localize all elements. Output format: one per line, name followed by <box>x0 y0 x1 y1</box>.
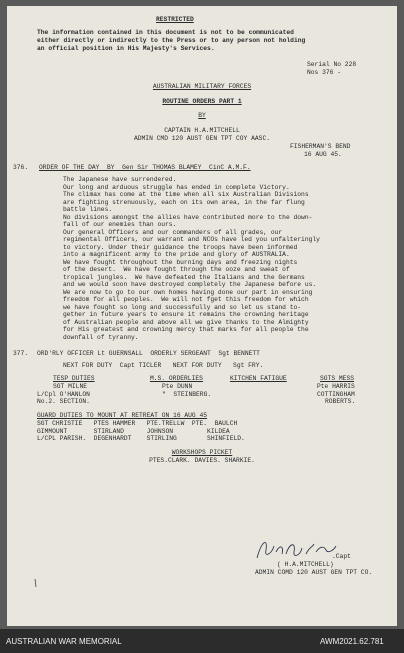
order-of-the-day-title: ORDER OF THE DAY BY Gen Sir THOMAS BLAMEY CinC A.M.F. <box>39 164 251 171</box>
orders-heading: ROUTINE ORDERS PART 1 <box>162 98 242 105</box>
archive-item-id: AWM2021.62.781 <box>320 637 384 646</box>
nos-number: Nos 376 - <box>307 69 342 76</box>
order-line: are fighting strenuously, each on its own area, in the far flung <box>63 198 305 206</box>
captain-name: CAPTAIN H.A.MITCHELL <box>164 127 240 134</box>
serial-number: Serial No 228 <box>307 61 357 68</box>
item-number-376: 376. <box>13 164 29 171</box>
guard-duties-row: L/CPL PARISH. DEGENHARDT STIRLING SHINFIELD. <box>37 435 245 442</box>
order-line: and we would soon have destroyed completely the Japanese before us. <box>63 281 317 288</box>
tesp-duty-name: SGT MILNE <box>53 383 88 390</box>
order-line: fall of our enemies than ours. <box>63 221 177 228</box>
workshops-picket-heading: WORKSHOPS PICKET <box>171 449 233 456</box>
archive-name: AUSTRALIAN WAR MEMORIAL <box>6 637 122 646</box>
guard-duties-row: GIMMOUNT STIRLAND JOHNSON KILDEA <box>37 427 230 435</box>
order-line: of the desert. We have fought through the ooze and sweat of <box>63 266 290 273</box>
order-line: downfall of tyranny. <box>63 333 139 341</box>
kitchen-fatigue-heading: KITCHEN FATIGUE <box>230 375 287 382</box>
tesp-duty-name: L/Cpl O'HANLON <box>37 390 90 398</box>
item-number-377: 377. <box>13 350 29 357</box>
ms-orderly-name: Pte DUNN <box>162 383 193 390</box>
order-line: to victory. Under their guidance the troops have been informed <box>63 243 298 251</box>
order-line: tropical jungles. We have defeated the Italians and the Germans <box>63 273 305 281</box>
order-line: Our long and arduous struggle has ended in complete Victory. <box>63 183 290 191</box>
signature-unit: ADMIN COMD 120 AUST GEN TPT CO. <box>255 569 373 576</box>
date: 16 AUG 45. <box>304 151 342 158</box>
force-heading: AUSTRALIAN MILITARY FORCES <box>152 83 252 90</box>
notice-line-2: either directly or indirectly to the Press or to any person not holding <box>37 37 306 44</box>
order-line: of Australian people and above all we give thanks to the Almighty <box>63 318 309 326</box>
sgts-mess-name: ROBERTS. <box>325 398 356 405</box>
ms-orderly-name: " STEINBERG. <box>162 390 212 398</box>
workshops-picket-names: PTES.CLARK. DAVIES. SHARKIE. <box>149 457 255 464</box>
sgts-mess-name: Pte HARRIS <box>317 383 355 390</box>
signature-rank: .Capt <box>332 553 351 560</box>
ms-orderlies-heading: M.S. ORDERLIES <box>150 375 203 382</box>
order-line: No divisions amongst the allies have contributed more to the down- <box>63 213 313 221</box>
tesp-duty-name: No.2. SECTION. <box>37 398 90 405</box>
tesp-duties-heading: TESP DUTIES <box>53 375 95 382</box>
notice-line-3: an official position in His Majesty's Services. <box>37 45 215 52</box>
next-for-duty-line: NEXT FOR DUTY Capt TICLER NEXT FOR DUTY Sgt FRY. <box>63 362 264 369</box>
order-line: gether in future years to ensure it remains the crowning heritage <box>63 311 309 318</box>
order-line: freedom for all peoples. We will not fget this freedom for which <box>63 296 309 303</box>
guard-duties-heading: GUARD DUTIES TO MOUNT AT RETREAT ON 16 AUG 45 <box>37 412 208 419</box>
sgts-mess-heading: SGTS MESS <box>320 375 355 382</box>
unit-name: ADMIN CMD 120 AUST GEN TPT COY AASC. <box>133 135 271 142</box>
order-line: Our general Officers and our commanders of all grades, our <box>63 228 283 236</box>
order-line: The Japanese have surrendered. <box>63 176 177 183</box>
order-line: regimental Officers, our warrant and NCOs have led you unfalteringly <box>63 236 320 243</box>
order-line: into a magnificent army to the pride and glory of AUSTRALIA. <box>63 251 290 258</box>
guard-duties-row: SGT CHRISTIE PTES HAMMER PTE.TRELLW PTE. BAULCH <box>37 420 238 427</box>
notice-line-1: The information contained in this document is not to be communicated <box>37 29 294 36</box>
by-heading: BY <box>198 112 206 119</box>
document-page <box>7 6 397 626</box>
order-line: The climax has come at the time when all six Australian Divisions <box>63 191 309 198</box>
order-line: We have fought throughout the burning days and freezing nights <box>63 258 298 266</box>
order-line: for His greatest and crowning mercy that marks for all people the <box>63 326 309 333</box>
pencil-mark <box>33 578 39 588</box>
signature-name: ( H.A.MITCHELL) <box>277 561 334 568</box>
restricted-heading: RESTRICTED <box>156 16 194 23</box>
orderly-officer-line: ORD'RLY OFFICER Lt GUERNSALL ORDERLY SERGEANT Sgt BENNETT <box>37 350 260 357</box>
order-line: We are now to go to our own homes having done our part in ensuring <box>63 288 313 296</box>
order-line: battle lines. <box>63 206 113 213</box>
place: FISHERMAN'S BEND <box>290 143 351 150</box>
sgts-mess-name: COTTINGHAM <box>317 390 355 398</box>
order-line: we have fought so long and successfully and so let us stand to- <box>63 303 302 311</box>
handwritten-signature <box>254 536 339 564</box>
archive-footer-bar <box>0 629 404 653</box>
